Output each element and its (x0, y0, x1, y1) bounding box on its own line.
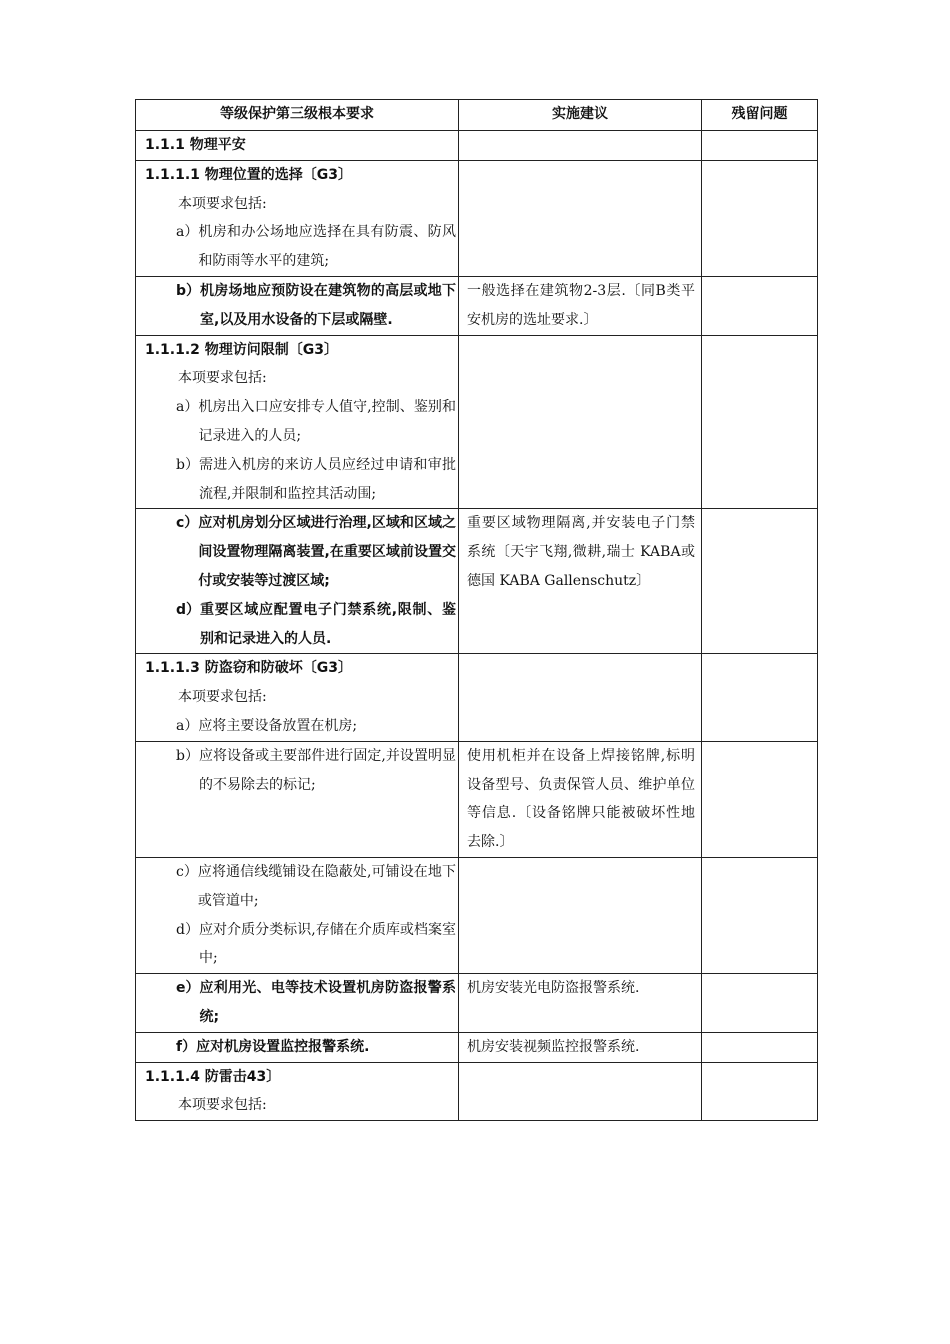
list-item: b） 机房场地应预防设在建筑物的高层或地下室,以及用水设备的下层或隔壁. (176, 282, 456, 328)
suggestion-text: 重要区域物理隔离,并安装电子门禁系统〔天宇飞翔,微耕,瑞士 KABA或德国 KABA Gallenschutz〕 (467, 515, 695, 589)
table-row (136, 857, 818, 973)
table-row (136, 1032, 818, 1062)
table-row (136, 1062, 818, 1121)
list-item: f） 应对机房设置监控报警系统. (176, 1038, 370, 1055)
intro-text: 本项要求包括: (178, 1097, 267, 1114)
list-item: a） 应将主要设备放置在机房; (176, 717, 358, 734)
list-item: e） 应利用光、电等技术设置机房防盗报警系统; (176, 980, 456, 1025)
section-title: 1.1.1.2 物理访问限制〔G3〕 (145, 341, 339, 358)
intro-text: 本项要求包括: (178, 370, 267, 387)
table-row (136, 741, 818, 857)
suggestion-text: 机房安装光电防盗报警系统. (467, 980, 640, 997)
list-item: a） 机房出入口应安排专人值守,控制、鉴别和记录进入的人员; (176, 399, 456, 444)
table-row (136, 654, 818, 741)
section-title: 1.1.1.1 物理位置的选择〔G3〕 (145, 166, 353, 183)
suggestion-text: 一般选择在建筑物2-3层.〔同B类平安机房的选址要求.〕 (467, 282, 695, 328)
header-requirements: 等级保护第三级根本要求 (136, 100, 459, 131)
list-item: b） 需进入机房的来访人员应经过申请和审批流程,并限制和监控其活动围; (176, 456, 456, 502)
section-title: 1.1.1.3 防盗窃和防破坏〔G3〕 (145, 660, 353, 677)
suggestion-text: 机房安装视频监控报警系统. (467, 1038, 640, 1055)
intro-text: 本项要求包括: (178, 195, 267, 212)
header-suggestion: 实施建议 (459, 100, 702, 131)
suggestion-text: 使用机柜并在设备上焊接铭牌,标明设备型号、负责保管人员、维护单位等信息.〔设备铭牌只能被破坏性地去除.〕 (467, 747, 695, 851)
section-title: 1.1.1.4 防雷击43〕 (145, 1068, 281, 1085)
section-title: 1.1.1 物理平安 (145, 137, 246, 153)
list-item: a） 机房和办公场地应选择在具有防震、防风和防雨等水平的建筑; (176, 224, 456, 270)
intro-text: 本项要求包括: (178, 689, 267, 706)
requirements-table (135, 99, 818, 1121)
table-header-row (136, 100, 818, 131)
header-remaining-issues: 残留问题 (702, 100, 818, 131)
table-row (136, 974, 818, 1033)
table-row (136, 276, 818, 335)
list-item: d） 重要区域应配置电子门禁系统,限制、鉴别和记录进入的人员. (176, 601, 456, 647)
table-row (136, 335, 818, 509)
list-item: c） 应将通信线缆铺设在隐蔽处,可铺设在地下或管道中; (176, 863, 456, 909)
list-item: b） 应将设备或主要部件进行固定,并设置明显的不易除去的标记; (176, 747, 456, 793)
list-item: d） 应对介质分类标识,存储在介质库或档案室中; (176, 921, 456, 967)
table-row (136, 509, 818, 654)
table-row (136, 160, 818, 276)
list-item: c） 应对机房划分区域进行治理,区域和区域之间设置物理隔离装置,在重要区域前设置交付或安装等过渡区域; (176, 515, 456, 589)
table-row (136, 131, 818, 161)
